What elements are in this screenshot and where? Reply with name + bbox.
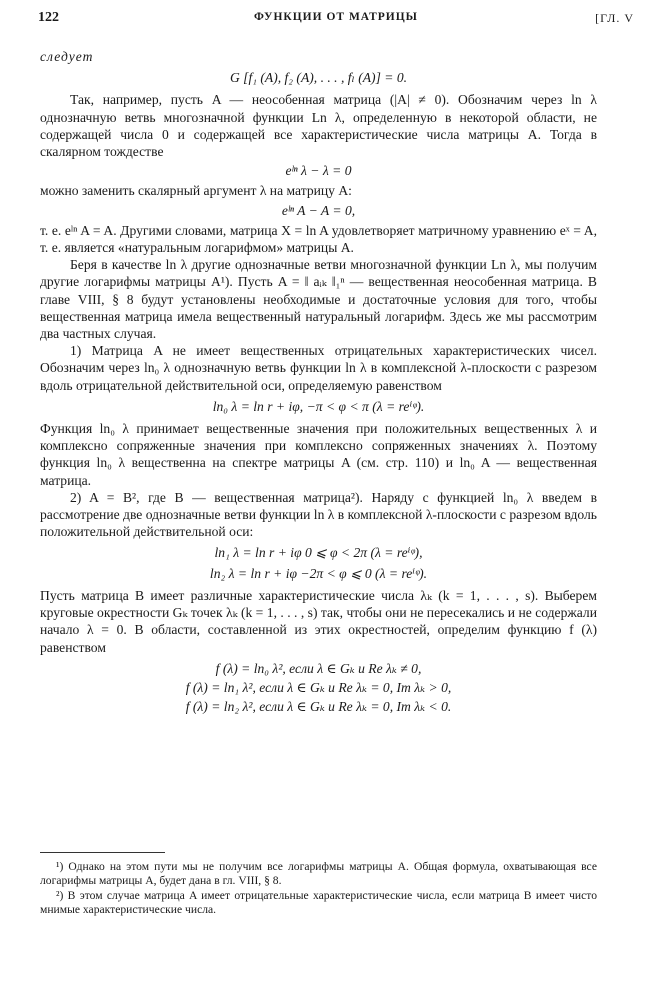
- equation-f1: f (λ) = ln₀ λ², если λ ∈ Gₖ и Re λₖ ≠ 0,: [215, 660, 422, 676]
- page-header: [38, 10, 634, 32]
- equation-f3: f (λ) = ln₂ λ², если λ ∈ Gₖ и Re λₖ = 0, Im λₖ < 0.: [185, 699, 452, 715]
- equation-ln1: ln₁ λ = ln r + iφ 0 ⩽ φ < 2π (λ = reⁱᵠ),: [214, 545, 423, 561]
- equation-f2: f (λ) = ln₁ λ², если λ ∈ Gₖ и Re λₖ = 0, Im λₖ > 0,: [185, 679, 452, 695]
- footnote-1: ¹) Однако на этом пути мы не получим все логарифмы матрицы A. Общая формула, охватывающая все логарифмы матрицы A, будет дана в гл. VIII, § 8.: [40, 860, 597, 888]
- page-number: 122: [38, 10, 59, 25]
- paragraph-2: можно заменить скалярный аргумент λ на матрицу A:: [40, 183, 352, 199]
- paragraph-4: Беря в качестве ln λ другие однозначные ветви многозначной функции Ln λ, мы получим другие логарифмы матрицы A¹). Пусть A = ‖ aᵢₖ ‖₁ⁿ — вещественная неособенная матрица. В главе VIII, § 8 будут установлены необходимые и достаточные условия для того, чтобы вещественная матрица имела вещественный натуральный логарифм. Здесь же мы рассмотрим два частных случая.: [40, 257, 597, 342]
- footnotes: [40, 860, 597, 918]
- lead-word: следует: [40, 49, 94, 64]
- equation-ln2: ln₂ λ = ln r + iφ −2π < φ ⩽ 0 (λ = reⁱᵠ).: [209, 565, 428, 581]
- equation-scalar-identity: eˡⁿ λ − λ = 0: [285, 163, 352, 179]
- equation-matrix-identity: eˡⁿ A − A = 0,: [281, 202, 356, 218]
- equation-g: G [f₁ (A), f₂ (A), . . . , fₗ (A)] = 0.: [229, 70, 408, 86]
- main-text: [40, 48, 597, 717]
- paragraph-7: 2) A = B², где B — вещественная матрица²). Наряду с функцией ln₀ λ введем в рассмотрение две однозначные ветви функции ln λ в комплексной λ-плоскости с разрезом вдоль положительной действительной оси:: [40, 489, 597, 540]
- paragraph-1: Так, например, пусть A — неособенная матрица (|A| ≠ 0). Обозначим через ln λ однозначную ветвь многозначной функции Ln λ, определенную в некоторой области, не содержащей числа 0 и содержащей все характеристические числа матрицы A. Тогда в скалярном тождестве: [40, 92, 597, 160]
- paragraph-6: Функция ln₀ λ принимает вещественные значения при положительных вещественных λ и комплексно сопряженные значения при комплексно сопряженных значениях λ. Поэтому функция ln₀ λ вещественна на спектре матрицы A (см. стр. 110) и ln₀ A — вещественная матрица.: [40, 421, 597, 488]
- equation-ln0: ln₀ λ = ln r + iφ, −π < φ < π (λ = reⁱᵠ).: [212, 398, 425, 414]
- footnote-rule: [40, 852, 165, 853]
- paragraph-3: т. е. eˡⁿ A = A. Другими словами, матрица X = ln A удовлетворяет матричному уравнению eˣ = A, т. е. является «натуральным логарифмом» матрицы A.: [40, 222, 597, 256]
- chapter-label: [ГЛ. V: [595, 11, 634, 25]
- paragraph-8: Пусть матрица B имеет различные характеристические числа λₖ (k = 1, . . . , s). Выберем круговые окрестности Gₖ точек λₖ (k = 1, . . . , s) так, чтобы они не пересекались и не содержали начало λ = 0. В области, составленной из этих окрестностей, определим функцию f (λ) равенством: [40, 587, 597, 655]
- running-title: ФУНКЦИИ ОТ МАТРИЦЫ: [254, 11, 418, 23]
- footnote-2: ²) В этом случае матрица A имеет отрицательные характеристические числа, если матрица B имеет чисто мнимые характеристические числа.: [40, 888, 597, 917]
- paragraph-5: 1) Матрица A не имеет вещественных отрицательных характеристических чисел. Обозначим через ln₀ λ однозначную ветвь функции ln λ в комплексной λ-плоскости с разрезом вдоль отрицательной действительной оси, определяемую равенством: [40, 343, 597, 393]
